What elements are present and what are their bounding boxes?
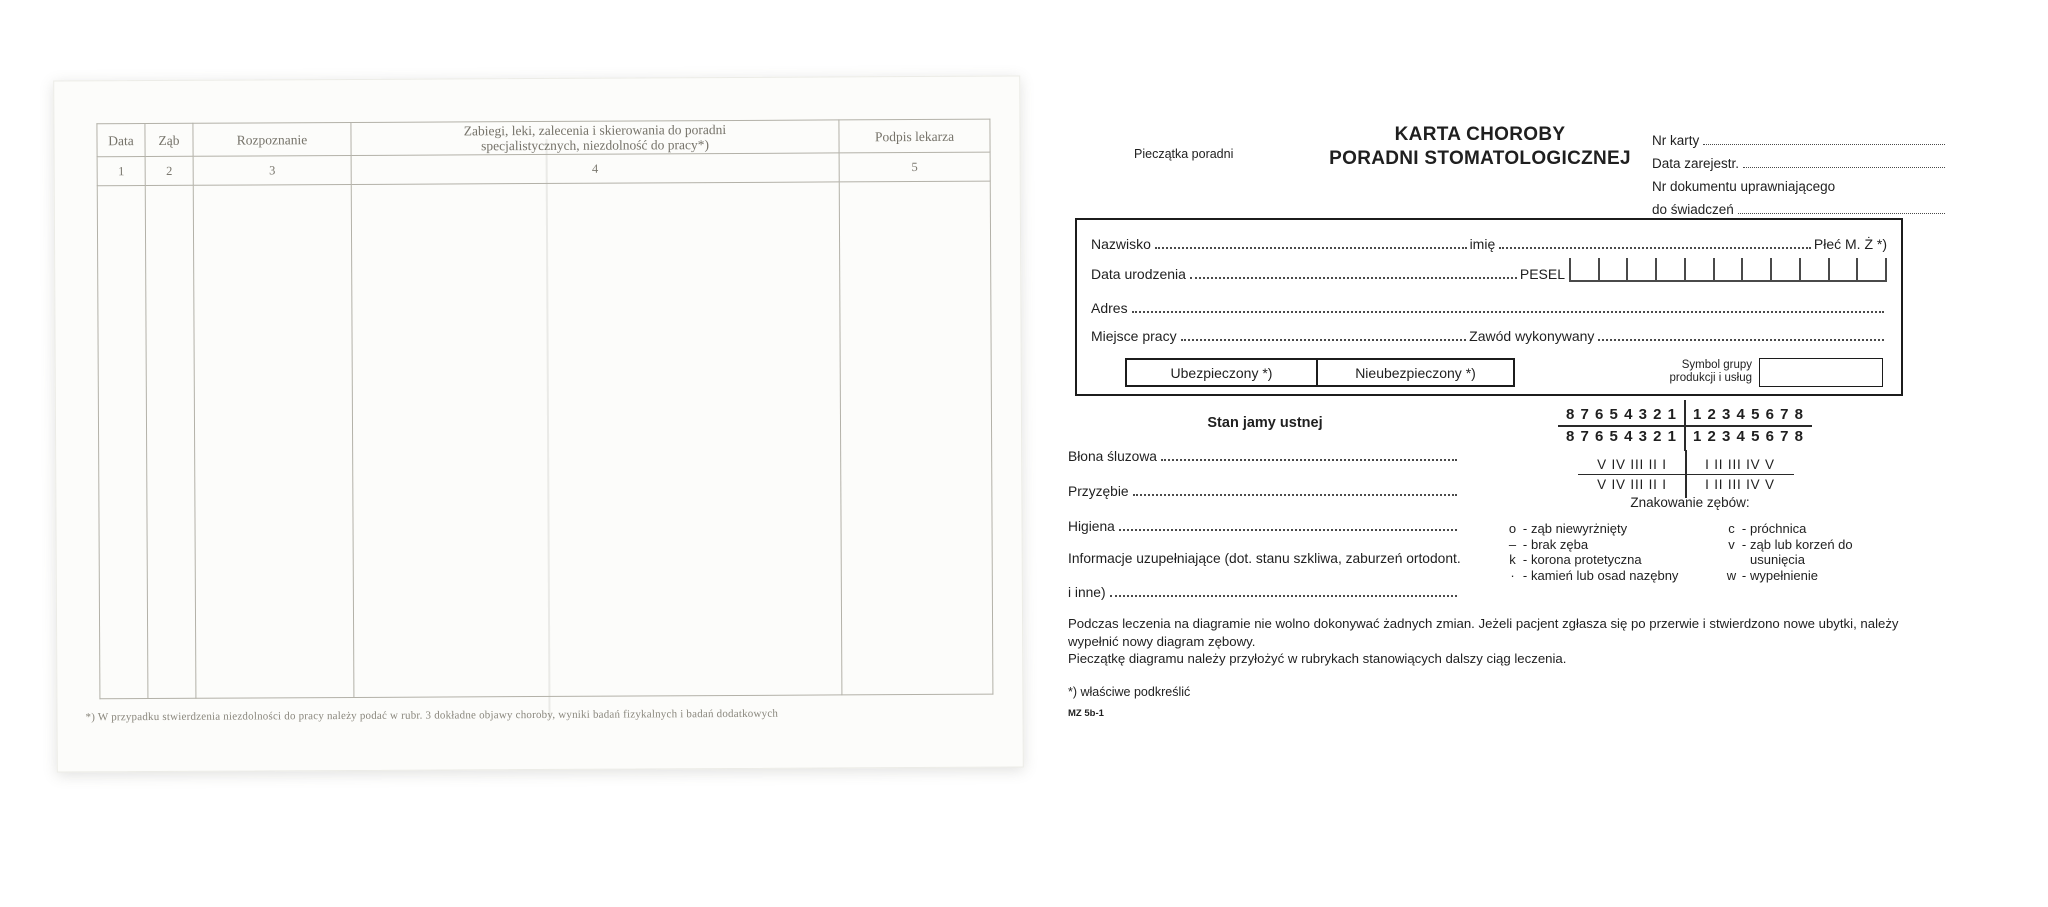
midline-divider (1684, 400, 1686, 451)
uninsured-box: Nieubezpieczony *) (1316, 358, 1515, 387)
col-number: 4 (351, 153, 839, 185)
dotted-line (1190, 277, 1517, 279)
form-code: MZ 5b-1 (1068, 708, 1104, 719)
tooth-legend-title: Znakowanie zębów: (1630, 495, 1750, 510)
label-zawod: Zawód wykonywany (1469, 328, 1595, 344)
page-title (1280, 123, 1680, 171)
treatment-log-page (53, 75, 1024, 772)
field-data-zarejestr: Data zarejestr. (1652, 148, 1948, 171)
label-adres: Adres (1091, 300, 1128, 316)
insured-box: Ubezpieczony *) (1125, 358, 1318, 387)
row-data-urodzenia-pesel (1091, 258, 1887, 282)
oral-state-heading: Stan jamy ustnej (1207, 415, 1323, 431)
dotted-line (1703, 144, 1945, 145)
dotted-line (1181, 339, 1467, 341)
empty-entry-row (97, 181, 993, 699)
field-do-swiadczen: do świadczeń (1652, 194, 1948, 217)
col-header-zab: Ząb (145, 123, 193, 156)
tooth-legend-right-column (1725, 521, 1865, 583)
page-title-line2: PORADNI STOMATOLOGICZNEJ (1329, 148, 1631, 169)
label-miejsce-pracy: Miejsce pracy (1091, 328, 1177, 344)
row-nazwisko-imie-plec (1091, 236, 1887, 252)
upper-permanent-row: 8 7 6 5 4 3 2 1 1 2 3 4 5 6 7 8 (1558, 405, 1812, 427)
column-number-row (97, 152, 990, 186)
dotted-line (1738, 213, 1945, 214)
lower-deciduous-row: V IV III II I I II III IV V (1597, 477, 1775, 492)
patient-data-box (1075, 218, 1903, 396)
label-pesel: PESEL (1519, 266, 1565, 282)
symbol-group-label: Symbol grupy produkcji i usług (1669, 359, 1752, 384)
table-footnote: *) W przypadku stwierdzenia niezdolności do pracy należy podać w rubr. 3 dokładne objawy choroby, wyniki badań fizykalnych i badań dodatkowych (85, 707, 779, 724)
col-header-podpis: Podpis lekarza (839, 119, 990, 153)
field-informacje-uzupelniajace: Informacje uzupełniające (dot. stanu szkliwa, zaburzeń ortodont. (1068, 551, 1461, 566)
legend-item: w - wypełnienie (1726, 567, 1818, 583)
legend-item: v - ząb lub korzeń do usunięcia (1728, 536, 1853, 567)
legend-item: – - brak zęba (1508, 536, 1589, 552)
lower-permanent-row: 8 7 6 5 4 3 2 1 1 2 3 4 5 6 7 8 (1566, 428, 1804, 445)
row-adres (1091, 300, 1887, 316)
midline-divider (1685, 450, 1687, 498)
field-i-inne: i inne) (1068, 585, 1460, 600)
label-imie: imię (1469, 236, 1496, 252)
col-header-data: Data (97, 124, 145, 157)
col-number: 1 (97, 157, 145, 186)
symbol-group-box (1759, 358, 1883, 387)
dental-card-page (1040, 85, 1965, 775)
dotted-line (1155, 247, 1467, 249)
upper-deciduous-row: V IV III II I I II III IV V (1578, 455, 1794, 475)
dotted-line (1133, 494, 1457, 496)
field-przyzebie: Przyzębie (1068, 484, 1460, 499)
col-number: 3 (193, 155, 351, 185)
dotted-line (1499, 247, 1811, 249)
row-miejsce-pracy (1091, 328, 1887, 344)
pesel-boxes (1569, 258, 1887, 282)
clinic-stamp-label: Pieczątka poradni (1134, 147, 1234, 161)
col-number: 5 (839, 152, 990, 182)
insurance-row (1077, 358, 1901, 388)
dotted-line (1132, 311, 1884, 313)
field-higiena: Higiena (1068, 519, 1460, 534)
field-blona-sluzowa: Błona śluzowa (1068, 449, 1460, 464)
dotted-line (1743, 167, 1945, 168)
legend-item: c - próchnica (1728, 521, 1807, 536)
note-diagram-rules: Podczas leczenia na diagramie nie wolno dokonywać żadnych zmian. Jeżeli pacjent zgłasza się po przerwie i stwierdzono nowe ubytki, należy wypełnić nowy diagram zębowy. (1068, 616, 1899, 649)
label-nazwisko: Nazwisko (1091, 236, 1151, 252)
instructions-text (1068, 615, 1948, 668)
col-header-zabiegi: Zabiegi, leki, zalecenia i skierowania do poradni specjalistycznych, niezdolność do pracy*) (351, 120, 839, 156)
treatment-table (96, 119, 993, 700)
dotted-line (1598, 339, 1884, 341)
label-data-urodzenia: Data urodzenia (1091, 266, 1186, 282)
legend-item: k - korona protetyczna (1509, 552, 1642, 567)
tooth-legend-left-column (1506, 521, 1696, 583)
tooth-chart-deciduous (1578, 455, 1794, 494)
dotted-line (1161, 459, 1457, 461)
card-header-fields (1652, 125, 1948, 217)
table-header-row (97, 119, 990, 157)
note-stamp-rules: Pieczątkę diagramu należy przyłożyć w rubrykach stanowiących dalszy ciąg leczenia. (1068, 651, 1567, 666)
legend-item: o - ząb niewyrżnięty (1508, 521, 1628, 536)
legend-item: · - kamień lub osad nazębny (1510, 567, 1679, 583)
page-title-line1: KARTA CHOROBY (1394, 124, 1566, 145)
col-header-rozpoznanie: Rozpoznanie (193, 122, 351, 156)
col-number: 2 (145, 156, 193, 185)
tooth-chart-permanent (1558, 405, 1812, 447)
field-nr-dokumentu: Nr dokumentu uprawniającego (1652, 179, 1836, 194)
dotted-line (1110, 595, 1457, 597)
underline-footnote: *) właściwe podkreślić (1068, 685, 1191, 699)
field-nr-karty: Nr karty (1652, 125, 1948, 148)
label-plec: Płeć M. Ż *) (1813, 236, 1888, 252)
dotted-line (1119, 529, 1457, 531)
